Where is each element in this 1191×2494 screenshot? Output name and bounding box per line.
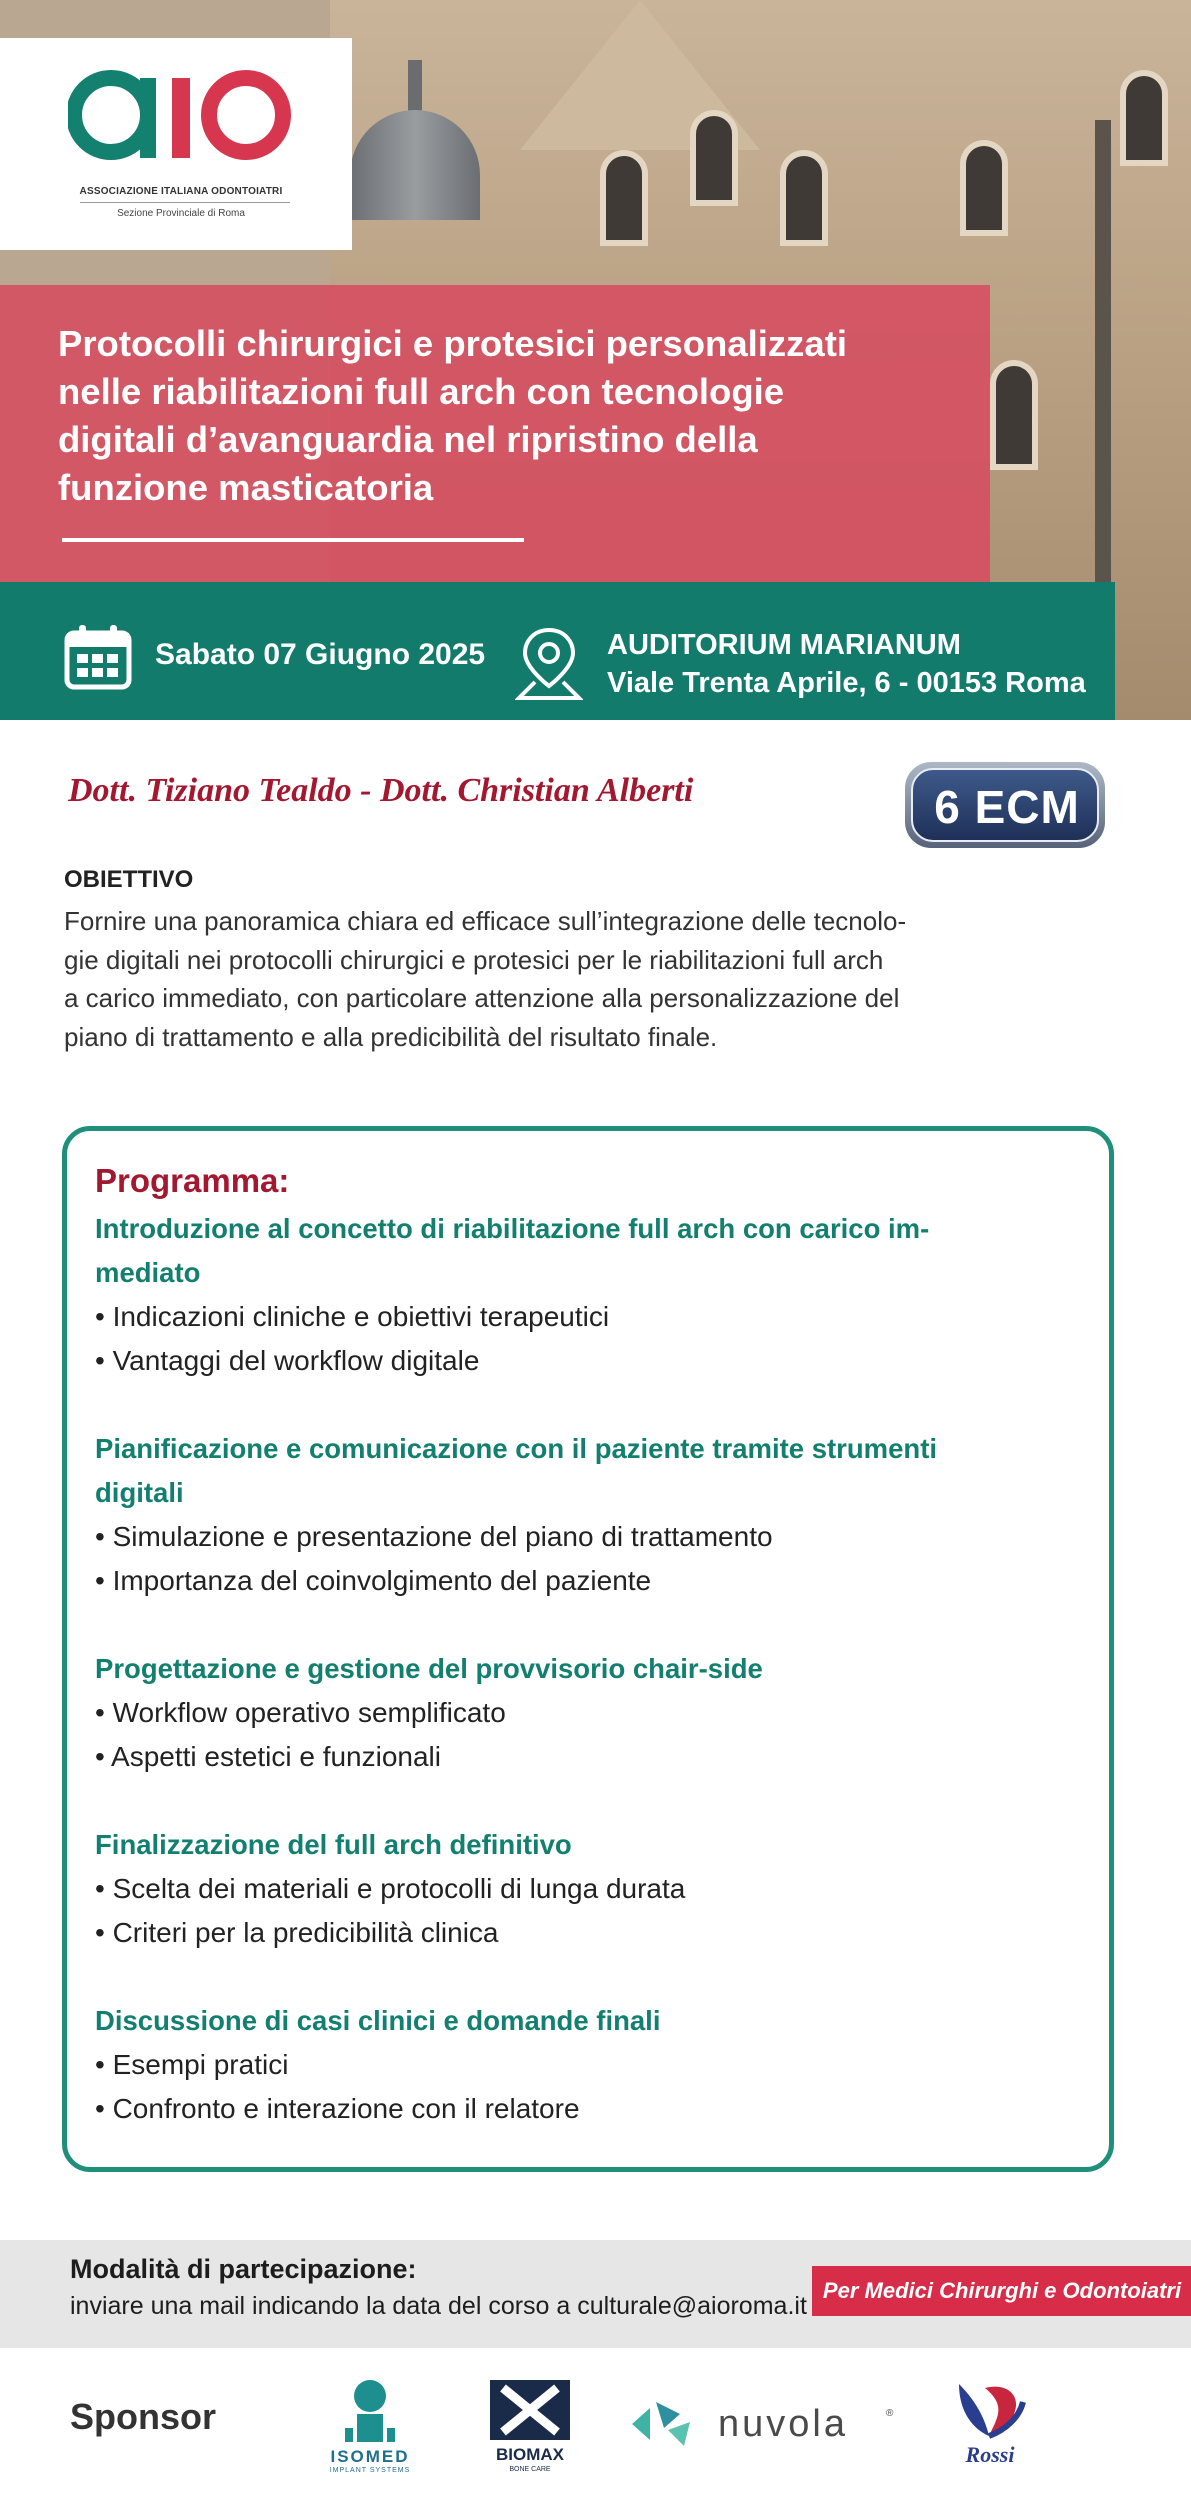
program-item: • Aspetti estetici e funzionali (95, 1741, 441, 1772)
program-section-heading: mediato (95, 1257, 201, 1288)
calendar-icon (64, 624, 132, 690)
course-title-line: digitali d’avanguardia nel ripristino della (58, 419, 758, 460)
course-title-line: funzione masticatoria (58, 467, 434, 508)
rossi-name: Rossi (965, 2442, 1015, 2467)
biomax-name: BIOMAX (496, 2445, 564, 2464)
program-section-heading: Pianificazione e comunicazione con il paziente tramite strumenti (95, 1433, 937, 1464)
participation-heading: Modalità di partecipazione: (70, 2254, 417, 2284)
objective-line: Fornire una panoramica chiara ed efficace sull’integrazione delle tecnolo- (64, 906, 907, 936)
program-section (95, 1999, 1125, 2131)
program-section (95, 1207, 1125, 1383)
building-window (690, 110, 738, 206)
ecm-badge-label: 6 ECM (934, 781, 1080, 833)
course-title (58, 320, 978, 512)
logo-divider (80, 202, 290, 203)
program-item: • Esempi pratici (95, 2049, 289, 2080)
title-underline (62, 538, 524, 542)
objective-line: a carico immediato, con particolare attenzione alla personalizzazione del (64, 983, 900, 1013)
logo-section-name: Sezione Provinciale di Roma (117, 208, 245, 219)
isomed-name: ISOMED (330, 2447, 410, 2466)
audience-tag-label: Per Medici Chirurghi e Odontoiatri (822, 2278, 1182, 2303)
building-window (600, 150, 648, 246)
program-item: • Indicazioni cliniche e obiettivi terapeutici (95, 1301, 610, 1332)
rossi-logo (945, 2374, 1035, 2478)
course-title-line: Protocolli chirurgici e protesici personalizzati (58, 323, 847, 364)
program-section (95, 1647, 1125, 1779)
biomax-logo (485, 2378, 575, 2474)
objective-line: gie digitali nei protocolli chirurgici e protesici per le riabilitazioni full arch (64, 944, 884, 975)
building-window (1120, 70, 1168, 166)
nuvola-name: nuvola (718, 2403, 848, 2445)
program-item: • Workflow operativo semplificato (95, 1697, 506, 1728)
hero-banner (0, 0, 1191, 720)
sponsor-label: Sponsor (70, 2396, 217, 2437)
program-section-heading: digitali (95, 1477, 184, 1508)
program-item: • Vantaggi del workflow digitale (95, 1345, 480, 1376)
logo-association-name: ASSOCIAZIONE ITALIANA ODONTOIATRI (79, 186, 283, 197)
location-pin-icon (515, 626, 583, 702)
objective-line: piano di trattamento e alla predicibilità del risultato finale. (64, 1021, 718, 1052)
program-item: • Importanza del coinvolgimento del paziente (95, 1565, 652, 1596)
program-section-heading: Finalizzazione del full arch definitivo (95, 1829, 572, 1860)
program-section-heading: Progettazione e gestione del provvisorio chair-side (95, 1653, 763, 1684)
program-item: • Scelta dei materiali e protocolli di lunga durata (95, 1873, 686, 1904)
course-title-line: nelle riabilitazioni full arch con tecnologie (58, 371, 785, 412)
program-item: • Confronto e interazione con il relatore (95, 2093, 580, 2124)
building-window (960, 140, 1008, 236)
building-window (780, 150, 828, 246)
nuvola-logo (628, 2394, 898, 2454)
objective-text (64, 902, 1124, 1056)
program-section (95, 1427, 1125, 1603)
audience-tag (812, 2266, 1191, 2316)
participation-text: inviare una mail indicando la data del corso a culturale@aioroma.it (70, 2292, 807, 2320)
objective-heading: OBIETTIVO (64, 866, 194, 893)
program-item: • Criteri per la predicibilità clinica (95, 1917, 499, 1948)
building-window (990, 360, 1038, 470)
nuvola-registered-mark: ® (886, 2408, 894, 2419)
venue-address: Viale Trenta Aprile, 6 - 00153 Roma (607, 667, 1086, 699)
program-item: • Simulazione e presentazione del piano di trattamento (95, 1521, 773, 1552)
event-date: Sabato 07 Giugno 2025 (155, 638, 486, 671)
venue-name: AUDITORIUM MARIANUM (607, 629, 961, 661)
biomax-tagline: BONE CARE (509, 2466, 551, 2473)
isomed-tagline: IMPLANT SYSTEMS (329, 2467, 411, 2474)
speakers: Dott. Tiziano Tealdo - Dott. Christian Alberti (68, 772, 694, 809)
ecm-badge-body (911, 768, 1099, 842)
aio-logo (68, 70, 298, 166)
program-section-heading: Introduzione al concetto di riabilitazione full arch con carico im- (95, 1213, 930, 1244)
program-section (95, 1823, 1125, 1955)
program-title: Programma: (95, 1162, 290, 1199)
isomed-logo (315, 2378, 425, 2474)
program-sections (95, 1207, 1125, 2175)
ecm-badge (905, 762, 1105, 848)
program-section-heading: Discussione di casi clinici e domande finali (95, 2005, 661, 2036)
